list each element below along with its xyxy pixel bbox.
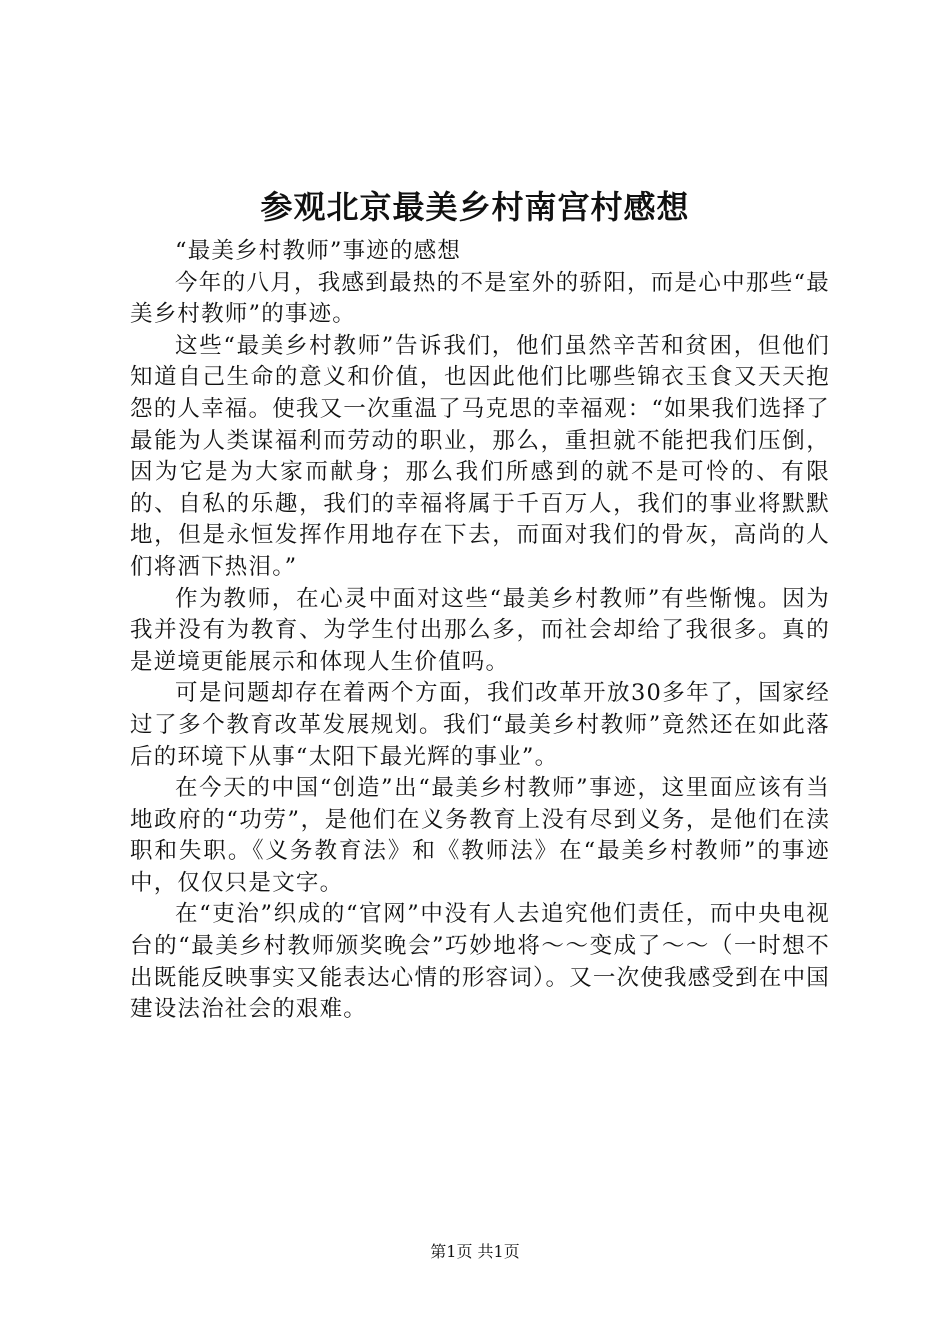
paragraph: 可是问题却存在着两个方面，我们改革开放30多年了，国家经过了多个教育改革发展规划。我们“最美乡村教师”竟然还在如此落后的环境下从事“太阳下最光辉的事业”。 (130, 680, 830, 770)
paragraph: 在今天的中国“创造”出“最美乡村教师”事迹，这里面应该有当地政府的“功劳”，是他们在义务教育上没有尽到义务，是他们在渎职和失职。《义务教育法》和《教师法》在“最美乡村教师”的事迹中，仅仅只是文字。 (130, 775, 830, 896)
document-title: 参观北京最美乡村南宫村感想 (260, 188, 690, 226)
page-number-footer: 第1页 共1页 (430, 1242, 520, 1261)
paragraph: 今年的八月，我感到最热的不是室外的骄阳，而是心中那些“最美乡村教师”的事迹。 (130, 269, 830, 328)
document-body (130, 236, 830, 1026)
paragraph-subtitle: “最美乡村教师”事迹的感想 (175, 238, 462, 264)
paragraph: 在“吏治”织成的“官网”中没有人去追究他们责任，而中央电视台的“最美乡村教师颁奖晚会”巧妙地将～～变成了～～（一时想不出既能反映事实又能表达心情的形容词）。又一次使我感受到在中国建设法治社会的艰难。 (130, 901, 830, 1023)
paragraph: 作为教师，在心灵中面对这些“最美乡村教师”有些惭愧。因为我并没有为教育、为学生付出那么多，而社会却给了我很多。真的是逆境更能展示和体现人生价值吗。 (130, 585, 830, 675)
paragraph: 这些“最美乡村教师”告诉我们，他们虽然辛苦和贫困，但他们知道自己生命的意义和价值，也因此他们比哪些锦衣玉食又天天抱怨的人幸福。使我又一次重温了马克思的幸福观：“如果我们选择了最能为人类谋福利而劳动的职业，那么，重担就不能把我们压倒，因为它是为大家而献身；那么我们所感到的就不是可怜的、有限的、自私的乐趣，我们的幸福将属于千百万人，我们的事业将默默地，但是永恒发挥作用地存在下去，而面对我们的骨灰，高尚的人们将洒下热泪。” (130, 332, 831, 580)
